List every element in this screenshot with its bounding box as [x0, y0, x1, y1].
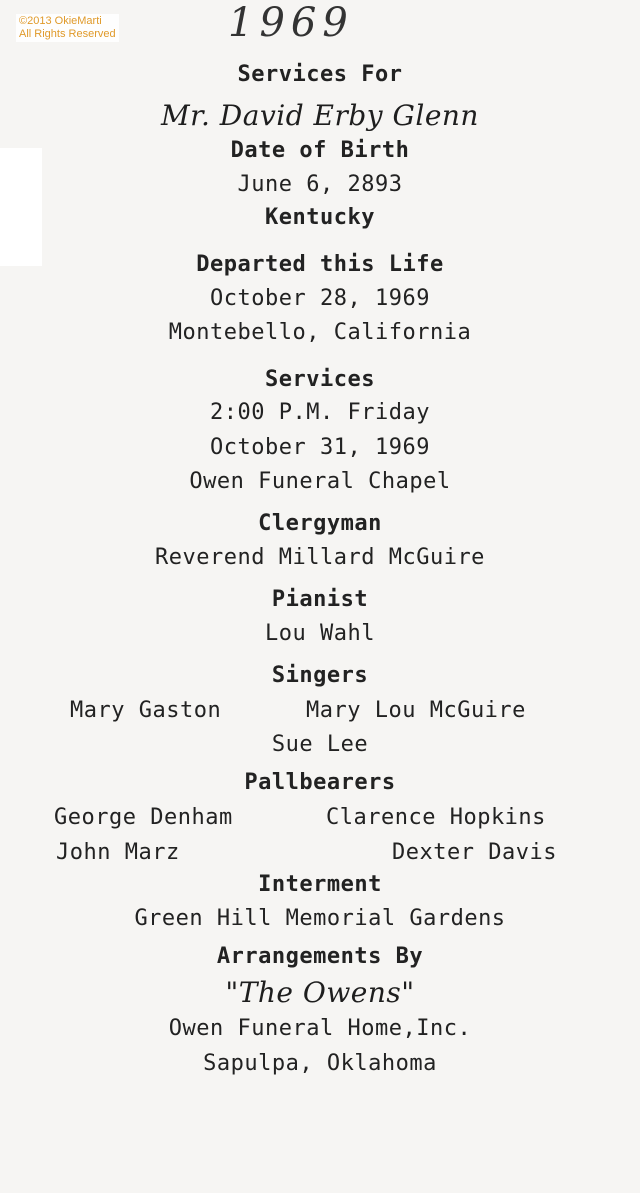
pallbearer-name: John Marz	[56, 840, 180, 865]
arrangements-signature: "The Owens"	[225, 976, 415, 1009]
pianist-name: Lou Wahl	[265, 621, 375, 646]
singer-name: Mary Gaston	[70, 698, 222, 723]
arrangements-label: Arrangements By	[216, 944, 424, 969]
watermark-line-1: ©2013 OkieMarti	[19, 15, 102, 27]
pallbearers-label: Pallbearers	[244, 770, 396, 795]
singer-name: Sue Lee	[271, 732, 369, 757]
interment-label: Interment	[258, 872, 382, 897]
clergyman-name: Reverend Millard McGuire	[155, 545, 485, 570]
death-label: Departed this Life	[196, 252, 444, 277]
death-date: October 28, 1969	[210, 286, 430, 311]
singers-label: Singers	[271, 663, 369, 688]
birth-place: Kentucky	[265, 205, 375, 230]
copyright-watermark	[16, 14, 119, 42]
pallbearer-name: Dexter Davis	[392, 840, 557, 865]
services-place: Owen Funeral Chapel	[189, 469, 451, 494]
singer-name: Mary Lou McGuire	[306, 698, 526, 723]
pallbearer-name: Clarence Hopkins	[326, 805, 546, 830]
services-heading: Services For	[237, 62, 403, 87]
deceased-name: Mr. David Erby Glenn	[161, 99, 479, 132]
birth-label: Date of Birth	[230, 138, 410, 163]
services-date: October 31, 1969	[210, 435, 430, 460]
pianist-label: Pianist	[271, 587, 369, 612]
clergyman-label: Clergyman	[258, 511, 382, 536]
services-label: Services	[265, 367, 375, 392]
interment-place: Green Hill Memorial Gardens	[134, 906, 506, 931]
handwritten-year: 1969	[228, 0, 354, 46]
birth-date: June 6, 2893	[237, 172, 403, 197]
pallbearer-name: George Denham	[54, 805, 233, 830]
watermark-line-2: All Rights Reserved	[19, 28, 116, 40]
death-place: Montebello, California	[168, 320, 472, 345]
funeral-home: Owen Funeral Home,Inc.	[168, 1016, 472, 1041]
services-time: 2:00 P.M. Friday	[210, 400, 430, 425]
funeral-home-city: Sapulpa, Oklahoma	[203, 1051, 437, 1076]
